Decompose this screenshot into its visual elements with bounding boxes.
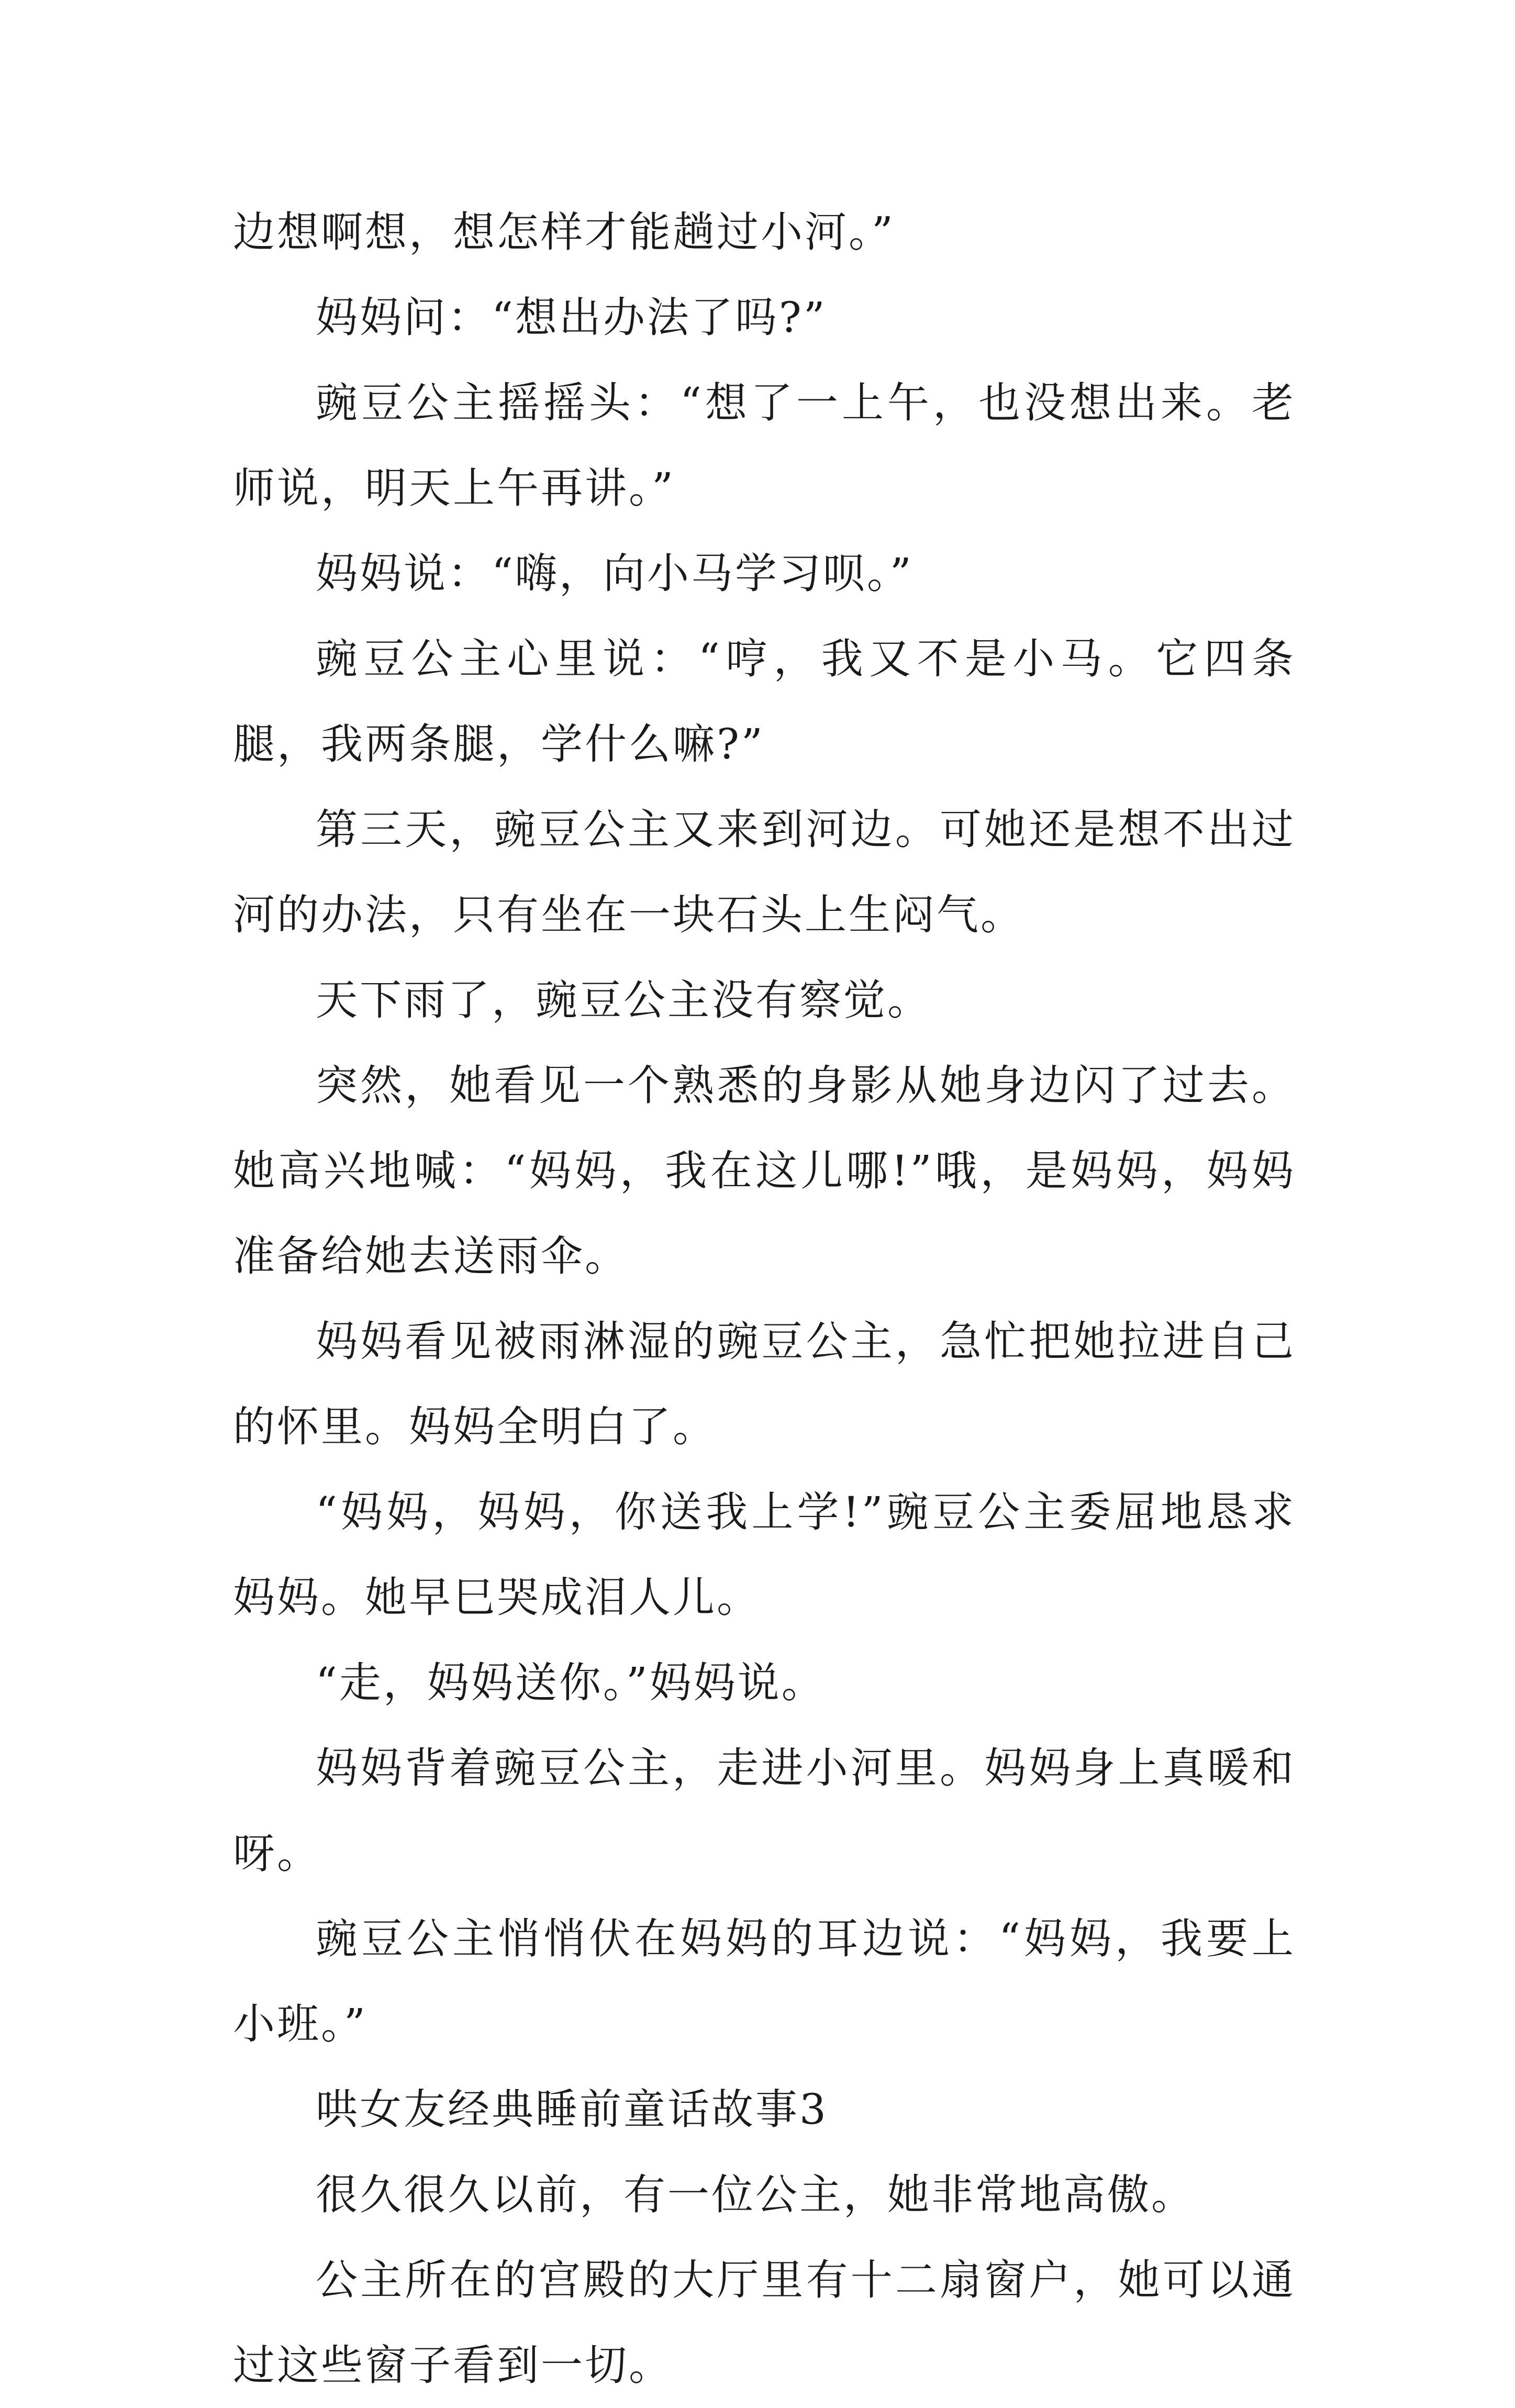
paragraph-2: 妈妈问：“想出办法了吗?” [316,293,827,342]
paragraph-4: 妈妈说：“嗨，向小马学习呗。” [316,549,914,598]
paragraph-10: “妈妈，妈妈，你送我上学!”豌豆公主委屈地恳求妈妈。她早巳哭成泪人儿。 [233,1488,1296,1622]
paragraph-3: 豌豆公主摇摇头：“想了一上午，也没想出来。老师说，明天上午再讲。” [233,378,1296,512]
document-body [233,189,1296,2408]
paragraph-12: 妈妈背着豌豆公主，走进小河里。妈妈身上真暖和呀。 [233,1744,1296,1878]
paragraph-9: 妈妈看见被雨淋湿的豌豆公主，急忙把她拉进自己的怀里。妈妈全明白了。 [233,1317,1296,1451]
paragraph-13: 豌豆公主悄悄伏在妈妈的耳边说：“妈妈，我要上小班。” [233,1914,1296,2048]
paragraph-1: 边想啊想，想怎样才能趟过小河。” [233,208,895,257]
paragraph-8: 突然，她看见一个熟悉的身影从她身边闪了过去。她高兴地喊：“妈妈，我在这儿哪!”哦，是妈妈，妈妈准备给她去送雨伞。 [233,1061,1296,1280]
paragraph-16: 公主所在的宫殿的大厅里有十二扇窗户，她可以通过这些窗子看到一切。 [233,2256,1296,2390]
paragraph-6: 第三天，豌豆公主又来到河边。可她还是想不出过河的办法，只有坐在一块石头上生闷气。 [233,805,1296,939]
paragraph-7: 天下雨了，豌豆公主没有察觉。 [316,976,931,1024]
paragraph-15: 很久很久以前，有一位公主，她非常地高傲。 [316,2170,1195,2219]
paragraph-5: 豌豆公主心里说：“哼，我又不是小马。它四条腿，我两条腿，学什么嘛?” [233,634,1296,768]
paragraph-11: “走，妈妈送你。”妈妈说。 [316,1658,826,1707]
section-heading: 哄女友经典睡前童话故事3 [316,2085,828,2134]
